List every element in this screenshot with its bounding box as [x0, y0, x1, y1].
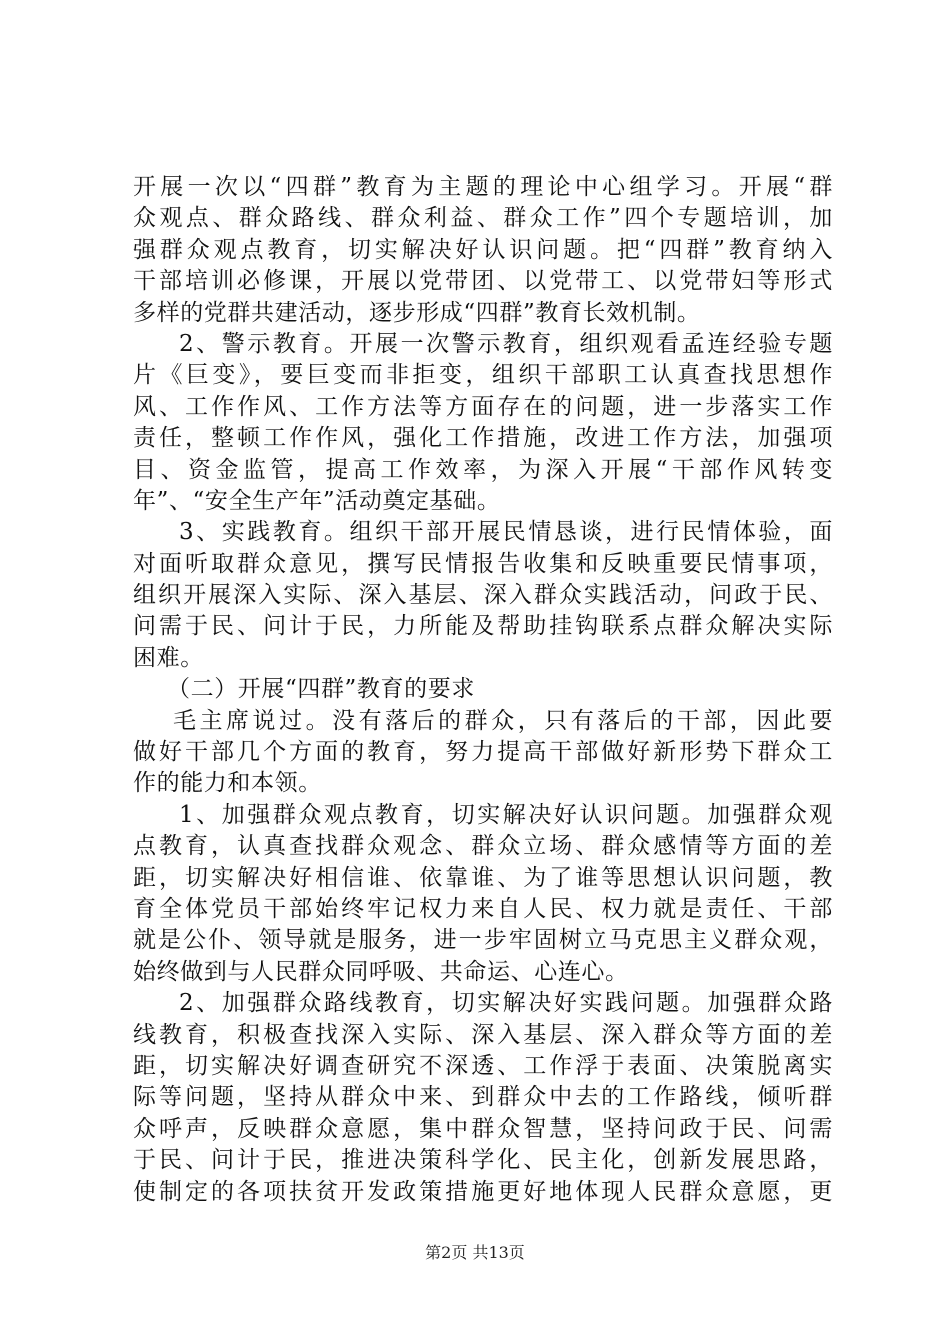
- text-line: 开展一次以“四群”教育为主题的理论中心组学习。开展“群: [133, 174, 833, 200]
- text-line: 多样的党群共建活动，逐步形成“四群”教育长效机制。: [133, 299, 701, 326]
- text-line: 就是公仆、领导就是服务，进一步牢固树立马克思主义群众观，: [133, 927, 833, 954]
- text-line: 年”、“安全生产年”活动奠定基础。: [133, 487, 501, 514]
- text-line: 使制定的各项扶贫开发政策措施更好地体现人民群众意愿，更: [133, 1178, 833, 1205]
- text-line: 责任，整顿工作作风，强化工作措施，改进工作方法，加强项: [133, 425, 833, 452]
- text-line: 组织开展深入实际、深入基层、深入群众实践活动，问政于民、: [133, 582, 833, 609]
- text-line: 众观点、群众路线、群众利益、群众工作”四个专题培训，加: [133, 205, 833, 232]
- text-line: 做好干部几个方面的教育，努力提高干部做好新形势下群众工: [133, 739, 833, 766]
- text-line: 点教育，认真查找群众观念、群众立场、群众感情等方面的差: [133, 833, 833, 860]
- text-line: 始终做到与人民群众同呼吸、共命运、心连心。: [133, 958, 629, 985]
- text-line: 1、加强群众观点教育，切实解决好认识问题。加强群众观: [179, 801, 833, 828]
- text-line: 2、警示教育。开展一次警示教育，组织观看孟连经验专题: [179, 330, 833, 357]
- page-number: 第2页 共13页: [425, 1243, 525, 1262]
- text-line: 际等问题，坚持从群众中来、到群众中去的工作路线，倾听群: [133, 1084, 833, 1111]
- text-line: 育全体党员干部始终牢记权力来自人民、权力就是责任、干部: [133, 895, 833, 922]
- text-line: 距，切实解决好相信谁、依靠谁、为了谁等思想认识问题，教: [133, 864, 833, 891]
- text-line: 2、加强群众路线教育，切实解决好实践问题。加强群众路: [179, 990, 833, 1017]
- text-line: 3、实践教育。组织干部开展民情恳谈，进行民情体验，面: [179, 519, 833, 546]
- text-line: 对面听取群众意见，撰写民情报告收集和反映重要民情事项，: [133, 550, 833, 577]
- text-line: 于民、问计于民，推进决策科学化、民主化，创新发展思路，: [133, 1147, 833, 1174]
- text-line: 毛主席说过。没有落后的群众，只有落后的干部，因此要: [173, 707, 833, 734]
- document-body: [133, 172, 833, 1208]
- text-line: 距，切实解决好调查研究不深透、工作浮于表面、决策脱离实: [133, 1052, 833, 1079]
- text-line: 困难。: [133, 644, 204, 671]
- text-line: 作的能力和本领。: [133, 770, 322, 797]
- text-line: 目、资金监管，提高工作效率，为深入开展“干部作风转变: [133, 456, 833, 483]
- text-line: 干部培训必修课，开展以党带团、以党带工、以党带妇等形式: [133, 268, 833, 295]
- text-line: 风、工作作风、工作方法等方面存在的问题，进一步落实工作: [133, 393, 833, 420]
- text-line: 问需于民、问计于民，力所能及帮助挂钩联系点群众解决实际: [133, 613, 833, 640]
- page-footer: [0, 1241, 950, 1265]
- text-line: 片《巨变》，要巨变而非拒变，组织干部职工认真查找思想作: [133, 362, 833, 389]
- text-line: 强群众观点教育，切实解决好认识问题。把“四群”教育纳入: [133, 236, 833, 263]
- text-line: 众呼声，反映群众意愿，集中群众智慧，坚持问政于民、问需: [133, 1115, 833, 1142]
- section-heading: （二）开展“四群”教育的要求: [167, 676, 475, 703]
- text-line: 线教育，积极查找深入实际、深入基层、深入群众等方面的差: [133, 1021, 833, 1048]
